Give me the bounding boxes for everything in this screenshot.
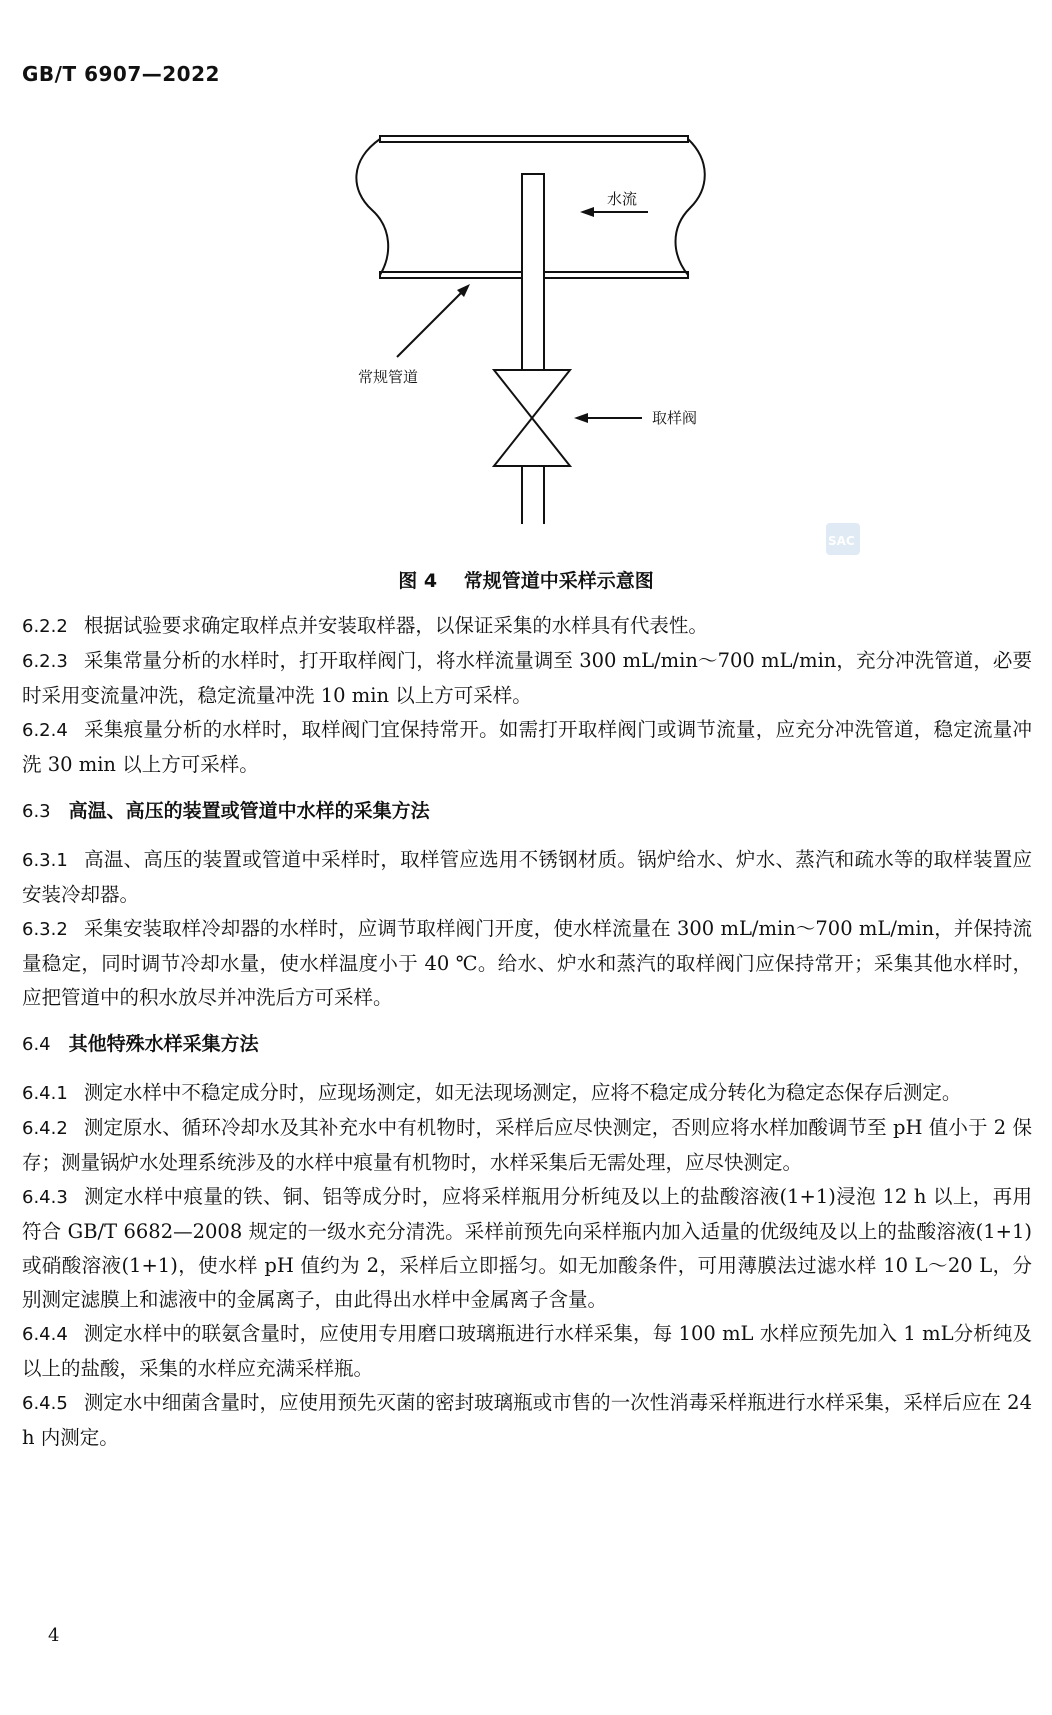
clause-text: 根据试验要求确定取样点并安装取样器，以保证采集的水样具有代表性。 [83,614,708,637]
section-title: 其他特殊水样采集方法 [68,1033,259,1055]
pipe-leader [397,290,464,357]
clause-number: 6.4.2 [22,1118,68,1139]
clause-text: 采集痕量分析的水样时，取样阀门宜保持常开。如需打开取样阀门或调节流量，应充分冲洗管道，稳定流量冲洗 30 min 以上方可采样。 [22,718,1032,776]
clause-number: 6.3.2 [22,919,68,940]
svg-text:SAC: SAC [828,534,855,548]
clause-text: 测定水样中不稳定成分时，应现场测定，如无法现场测定，应将不稳定成分转化为稳定态保存后测定。 [83,1081,962,1104]
clause-number: 6.2.4 [22,720,68,741]
clause-6-3-1 [22,843,1032,912]
label-water-flow: 水流 [607,190,638,208]
section-number: 6.3 [22,801,51,822]
clause-text: 高温、高压的装置或管道中采样时，取样管应选用不锈钢材质。锅炉给水、炉水、蒸汽和疏水等的取样装置应安装冷却器。 [22,848,1032,906]
clause-number: 6.4.3 [22,1187,68,1208]
clause-text: 测定原水、循环冷却水及其补充水中有机物时，采样后应尽快测定，否则应将水样加酸调节至 pH 值小于 2 保存；测量锅炉水处理系统涉及的水样中痕量有机物时，水样采集后无需处理，应尽快测定。 [22,1116,1032,1174]
figure-caption-number: 图 4 [398,570,438,592]
section-number: 6.4 [22,1034,51,1055]
sampling-diagram [0,120,1052,560]
clause-text: 采集安装取样冷却器的水样时，应调节取样阀门开度，使水样流量在 300 mL/min～700 mL/min，并保持流量稳定，同时调节冷却水量，使水样温度小于 40 ℃。给水、炉水和蒸汽的取样阀门应保持常开；采集其他水样时，应把管道中的积水放尽并冲洗后方可采样。 [22,917,1032,1009]
clause-6-3-2 [22,912,1032,1015]
section-heading-6-4 [22,1027,1032,1062]
valve-shape [494,370,570,466]
pipe-right-break [676,139,705,275]
watermark-logo [826,523,860,555]
clause-text: 测定水样中痕量的铁、铜、铝等成分时，应将采样瓶用分析纯及以上的盐酸溶液(1+1)浸泡 12 h 以上，再用符合 GB/T 6682—2008 规定的一级水充分清洗。采样前预先向采样瓶内加入适量的优级纯及以上的盐酸溶液(1+1)或硝酸溶液(1+1)，使水样 pH 值约为 2，采样后立即摇匀。如无加酸条件，可用薄膜法过滤水样 10 L～20 L，分别测定滤膜上和滤液中的金属离子，由此得出水样中金属离子含量。 [22,1185,1032,1311]
clause-number: 6.3.1 [22,850,68,871]
label-pipe: 常规管道 [358,368,419,386]
section-heading-6-3 [22,794,1032,829]
pipe-left-break [356,139,388,275]
clause-number: 6.2.2 [22,616,68,637]
figure-caption-title: 常规管道中采样示意图 [463,570,654,592]
page-number: 4 [48,1625,60,1646]
clause-6-4-3 [22,1180,1032,1317]
figure-caption [0,566,1052,593]
clause-6-2-4 [22,713,1032,782]
sampling-tube [522,174,544,370]
clause-text: 测定水中细菌含量时，应使用预先灭菌的密封玻璃瓶或市售的一次性消毒采样瓶进行水样采集，采样后应在 24 h 内测定。 [22,1391,1032,1449]
clause-6-4-2 [22,1111,1032,1180]
pipe-top-wall [380,136,688,142]
clause-number: 6.4.1 [22,1083,68,1104]
standard-number: GB/T 6907—2022 [22,62,220,86]
clause-6-2-2 [22,609,1032,644]
label-valve: 取样阀 [652,409,698,427]
clause-number: 6.4.5 [22,1393,68,1414]
clause-6-4-4 [22,1317,1032,1386]
clause-6-2-3 [22,644,1032,713]
clause-number: 6.2.3 [22,651,68,672]
clause-text: 测定水样中的联氨含量时，应使用专用磨口玻璃瓶进行水样采集，每 100 mL 水样应预先加入 1 mL分析纯及以上的盐酸，采集的水样应充满采样瓶。 [22,1322,1032,1380]
section-title: 高温、高压的装置或管道中水样的采集方法 [68,800,430,822]
clause-text: 采集常量分析的水样时，打开取样阀门，将水样流量调至 300 mL/min～700 mL/min，充分冲洗管道，必要时采用变流量冲洗，稳定流量冲洗 10 min 以上方可采样。 [22,649,1032,707]
body-content [22,609,1032,1455]
clause-6-4-5 [22,1386,1032,1455]
clause-6-4-1 [22,1076,1032,1111]
clause-number: 6.4.4 [22,1324,68,1345]
